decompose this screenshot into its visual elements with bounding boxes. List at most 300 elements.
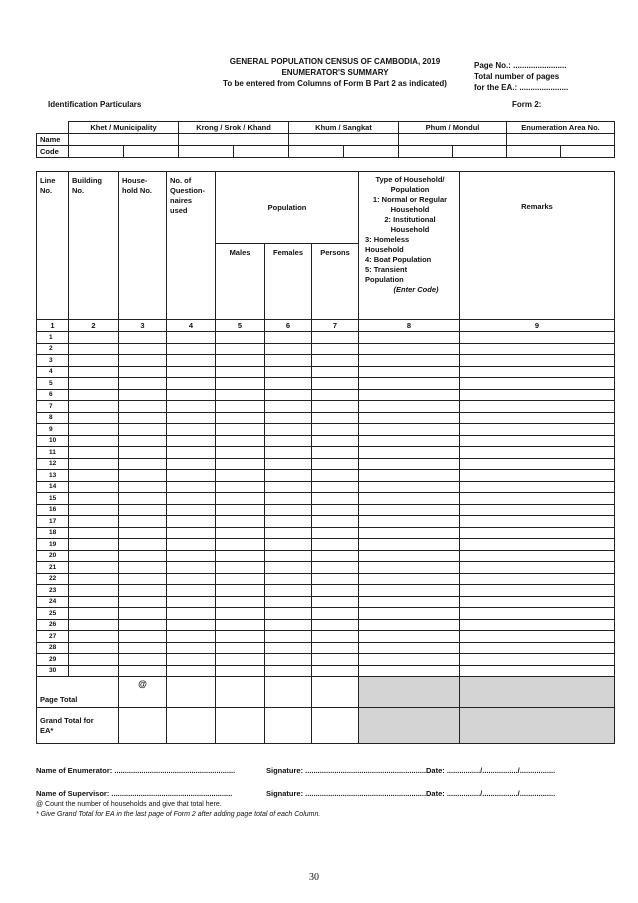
- building-cell[interactable]: [69, 458, 119, 470]
- table-row: [37, 401, 615, 413]
- remarks-cell[interactable]: [460, 654, 615, 666]
- persons-cell[interactable]: [312, 654, 359, 666]
- household-cell[interactable]: [119, 504, 167, 516]
- household-type-cell[interactable]: [359, 654, 460, 666]
- persons-cell[interactable]: [312, 493, 359, 505]
- females-cell[interactable]: [265, 654, 312, 666]
- building-cell[interactable]: [69, 596, 119, 608]
- persons-cell[interactable]: [312, 619, 359, 631]
- household-type-cell[interactable]: [359, 401, 460, 413]
- phum-code-cell-2[interactable]: [453, 146, 507, 158]
- grand-total-males[interactable]: [216, 708, 265, 744]
- questionnaires-cell[interactable]: [167, 435, 216, 447]
- questionnaires-cell[interactable]: [167, 654, 216, 666]
- building-cell[interactable]: [69, 504, 119, 516]
- household-cell[interactable]: [119, 366, 167, 378]
- household-cell[interactable]: [119, 573, 167, 585]
- household-cell[interactable]: [119, 458, 167, 470]
- remarks-cell[interactable]: [460, 504, 615, 516]
- enumerator-name-field[interactable]: Name of Enumerator: ..........................................................: [36, 766, 236, 775]
- household-cell[interactable]: [119, 355, 167, 367]
- males-cell[interactable]: [216, 412, 265, 424]
- household-cell[interactable]: [119, 493, 167, 505]
- household-cell[interactable]: [119, 332, 167, 344]
- questionnaires-cell[interactable]: [167, 493, 216, 505]
- questionnaires-cell[interactable]: [167, 458, 216, 470]
- household-cell[interactable]: [119, 424, 167, 436]
- household-cell[interactable]: [119, 539, 167, 551]
- males-cell[interactable]: [216, 516, 265, 528]
- building-cell[interactable]: [69, 665, 119, 677]
- questionnaires-cell[interactable]: [167, 332, 216, 344]
- building-cell[interactable]: [69, 493, 119, 505]
- household-cell[interactable]: [119, 470, 167, 482]
- household-type-cell[interactable]: [359, 516, 460, 528]
- household-type-cell[interactable]: [359, 332, 460, 344]
- building-cell[interactable]: [69, 366, 119, 378]
- remarks-cell[interactable]: [460, 562, 615, 574]
- table-row: [37, 412, 615, 424]
- persons-cell[interactable]: [312, 481, 359, 493]
- persons-cell[interactable]: [312, 516, 359, 528]
- khum-code-cell-2[interactable]: [344, 146, 399, 158]
- females-cell[interactable]: [265, 527, 312, 539]
- building-cell[interactable]: [69, 527, 119, 539]
- remarks-cell[interactable]: [460, 366, 615, 378]
- remarks-cell[interactable]: [460, 378, 615, 390]
- females-cell[interactable]: [265, 389, 312, 401]
- enumerator-signature-field[interactable]: Signature: ..........................................................: [266, 766, 427, 775]
- household-cell[interactable]: [119, 401, 167, 413]
- krong-code-cell-2[interactable]: [234, 146, 289, 158]
- remarks-cell[interactable]: [460, 619, 615, 631]
- building-cell[interactable]: [69, 447, 119, 459]
- building-cell[interactable]: [69, 631, 119, 643]
- females-cell[interactable]: [265, 447, 312, 459]
- household-cell[interactable]: [119, 389, 167, 401]
- questionnaires-cell[interactable]: [167, 343, 216, 355]
- remarks-cell[interactable]: [460, 539, 615, 551]
- persons-cell[interactable]: [312, 355, 359, 367]
- household-type-cell[interactable]: [359, 424, 460, 436]
- household-cell[interactable]: [119, 412, 167, 424]
- males-cell[interactable]: [216, 332, 265, 344]
- males-cell[interactable]: [216, 447, 265, 459]
- males-cell[interactable]: [216, 631, 265, 643]
- females-cell[interactable]: [265, 401, 312, 413]
- building-cell[interactable]: [69, 654, 119, 666]
- household-type-cell[interactable]: [359, 573, 460, 585]
- males-cell[interactable]: [216, 562, 265, 574]
- females-cell[interactable]: [265, 493, 312, 505]
- household-type-cell[interactable]: [359, 378, 460, 390]
- remarks-cell[interactable]: [460, 527, 615, 539]
- line-number: 18: [37, 527, 69, 539]
- females-cell[interactable]: [265, 619, 312, 631]
- remarks-cell[interactable]: [460, 355, 615, 367]
- questionnaires-cell[interactable]: [167, 585, 216, 597]
- females-cell[interactable]: [265, 424, 312, 436]
- persons-cell[interactable]: [312, 412, 359, 424]
- building-cell[interactable]: [69, 378, 119, 390]
- ea-code-cell-2[interactable]: [561, 146, 615, 158]
- household-type-cell[interactable]: [359, 493, 460, 505]
- remarks-cell[interactable]: [460, 573, 615, 585]
- females-cell[interactable]: [265, 378, 312, 390]
- remarks-cell[interactable]: [460, 665, 615, 677]
- remarks-cell[interactable]: [460, 412, 615, 424]
- persons-cell[interactable]: [312, 447, 359, 459]
- questionnaires-cell[interactable]: [167, 481, 216, 493]
- persons-cell[interactable]: [312, 550, 359, 562]
- household-cell[interactable]: [119, 562, 167, 574]
- persons-cell[interactable]: [312, 562, 359, 574]
- females-cell[interactable]: [265, 585, 312, 597]
- females-cell[interactable]: [265, 596, 312, 608]
- questionnaires-cell[interactable]: [167, 412, 216, 424]
- questionnaires-cell[interactable]: [167, 389, 216, 401]
- enumerator-date-field[interactable]: Date: ................/................./.................: [426, 766, 556, 775]
- household-type-cell[interactable]: [359, 389, 460, 401]
- household-cell[interactable]: [119, 631, 167, 643]
- table-row: [37, 654, 615, 666]
- household-type-cell[interactable]: [359, 527, 460, 539]
- building-cell[interactable]: [69, 412, 119, 424]
- males-cell[interactable]: [216, 596, 265, 608]
- building-cell[interactable]: [69, 435, 119, 447]
- males-cell[interactable]: [216, 585, 265, 597]
- at-symbol: @: [138, 679, 147, 689]
- household-type-cell[interactable]: [359, 435, 460, 447]
- females-cell[interactable]: [265, 516, 312, 528]
- grand-total-questionnaires[interactable]: [167, 708, 216, 744]
- remarks-cell[interactable]: [460, 481, 615, 493]
- building-cell[interactable]: [69, 401, 119, 413]
- questionnaires-cell[interactable]: [167, 401, 216, 413]
- females-cell[interactable]: [265, 539, 312, 551]
- remarks-cell[interactable]: [460, 470, 615, 482]
- household-cell[interactable]: [119, 343, 167, 355]
- household-type-cell[interactable]: [359, 539, 460, 551]
- females-cell[interactable]: [265, 355, 312, 367]
- household-cell[interactable]: [119, 527, 167, 539]
- remarks-cell[interactable]: [460, 516, 615, 528]
- table-row: [37, 435, 615, 447]
- supervisor-signature-field[interactable]: Signature: ..........................................................: [266, 789, 427, 798]
- males-cell[interactable]: [216, 355, 265, 367]
- column-number-9: 9: [460, 320, 615, 332]
- remarks-cell[interactable]: [460, 447, 615, 459]
- page-total-females[interactable]: [265, 677, 312, 708]
- males-cell[interactable]: [216, 504, 265, 516]
- page-total-males[interactable]: [216, 677, 265, 708]
- household-cell[interactable]: [119, 378, 167, 390]
- household-type-cell[interactable]: [359, 631, 460, 643]
- line-number: 8: [37, 412, 69, 424]
- household-cell[interactable]: [119, 481, 167, 493]
- males-cell[interactable]: [216, 481, 265, 493]
- household-cell[interactable]: [119, 642, 167, 654]
- table-row: [37, 343, 615, 355]
- remarks-cell[interactable]: [460, 401, 615, 413]
- line-number: 26: [37, 619, 69, 631]
- persons-cell[interactable]: [312, 539, 359, 551]
- table-row: [37, 608, 615, 620]
- header-questionnaires: No. of Question- naires used: [167, 172, 216, 320]
- household-type-cell[interactable]: [359, 355, 460, 367]
- building-cell[interactable]: [69, 619, 119, 631]
- khum-code-cell-1[interactable]: [289, 146, 344, 158]
- page-total-persons[interactable]: [312, 677, 359, 708]
- questionnaires-cell[interactable]: [167, 504, 216, 516]
- remarks-cell[interactable]: [460, 332, 615, 344]
- persons-cell[interactable]: [312, 401, 359, 413]
- males-cell[interactable]: [216, 573, 265, 585]
- persons-cell[interactable]: [312, 596, 359, 608]
- questionnaires-cell[interactable]: [167, 573, 216, 585]
- page-total-questionnaires[interactable]: [167, 677, 216, 708]
- persons-cell[interactable]: [312, 458, 359, 470]
- line-number: 10: [37, 435, 69, 447]
- supervisor-name-field[interactable]: Name of Supervisor: ..........................................................: [36, 789, 233, 798]
- females-cell[interactable]: [265, 332, 312, 344]
- females-cell[interactable]: [265, 343, 312, 355]
- table-row: [37, 562, 615, 574]
- table-row: [37, 619, 615, 631]
- persons-cell[interactable]: [312, 504, 359, 516]
- males-cell[interactable]: [216, 435, 265, 447]
- building-cell[interactable]: [69, 332, 119, 344]
- persons-cell[interactable]: [312, 573, 359, 585]
- household-type-cell[interactable]: [359, 562, 460, 574]
- questionnaires-cell[interactable]: [167, 631, 216, 643]
- building-cell[interactable]: [69, 562, 119, 574]
- remarks-cell[interactable]: [460, 458, 615, 470]
- females-cell[interactable]: [265, 458, 312, 470]
- building-cell[interactable]: [69, 539, 119, 551]
- remarks-cell[interactable]: [460, 550, 615, 562]
- persons-cell[interactable]: [312, 332, 359, 344]
- females-cell[interactable]: [265, 631, 312, 643]
- grand-total-households[interactable]: [119, 708, 167, 744]
- questionnaires-cell[interactable]: [167, 596, 216, 608]
- females-cell[interactable]: [265, 470, 312, 482]
- household-type-cell[interactable]: [359, 447, 460, 459]
- males-cell[interactable]: [216, 608, 265, 620]
- remarks-cell[interactable]: [460, 631, 615, 643]
- khet-name-cell[interactable]: [69, 134, 179, 146]
- household-count-cell[interactable]: [119, 677, 167, 708]
- persons-cell[interactable]: [312, 608, 359, 620]
- females-cell[interactable]: [265, 573, 312, 585]
- questionnaires-cell[interactable]: [167, 424, 216, 436]
- males-cell[interactable]: [216, 401, 265, 413]
- persons-cell[interactable]: [312, 366, 359, 378]
- males-cell[interactable]: [216, 665, 265, 677]
- building-cell[interactable]: [69, 585, 119, 597]
- females-cell[interactable]: [265, 366, 312, 378]
- krong-code-cell-1[interactable]: [179, 146, 234, 158]
- household-cell[interactable]: [119, 665, 167, 677]
- id-header-krong: Krong / Srok / Khand: [179, 122, 289, 134]
- line-number: 24: [37, 596, 69, 608]
- questionnaires-cell[interactable]: [167, 550, 216, 562]
- persons-cell[interactable]: [312, 343, 359, 355]
- household-cell[interactable]: [119, 435, 167, 447]
- males-cell[interactable]: [216, 493, 265, 505]
- remarks-cell[interactable]: [460, 493, 615, 505]
- males-cell[interactable]: [216, 343, 265, 355]
- remarks-cell[interactable]: [460, 608, 615, 620]
- persons-cell[interactable]: [312, 642, 359, 654]
- remarks-cell[interactable]: [460, 585, 615, 597]
- females-cell[interactable]: [265, 642, 312, 654]
- ea-code-cell-1[interactable]: [507, 146, 561, 158]
- krong-name-cell[interactable]: [179, 134, 289, 146]
- household-type-cell[interactable]: [359, 665, 460, 677]
- household-cell[interactable]: [119, 619, 167, 631]
- household-type-cell[interactable]: [359, 470, 460, 482]
- household-cell[interactable]: [119, 585, 167, 597]
- household-type-cell[interactable]: [359, 608, 460, 620]
- household-type-cell[interactable]: [359, 412, 460, 424]
- khet-code-cell-2[interactable]: [124, 146, 179, 158]
- line-number: 15: [37, 493, 69, 505]
- persons-cell[interactable]: [312, 470, 359, 482]
- household-cell[interactable]: [119, 447, 167, 459]
- building-cell[interactable]: [69, 481, 119, 493]
- supervisor-date-field[interactable]: Date: ................/................./.................: [426, 789, 556, 798]
- males-cell[interactable]: [216, 389, 265, 401]
- females-cell[interactable]: [265, 412, 312, 424]
- household-type-cell[interactable]: [359, 550, 460, 562]
- household-cell[interactable]: [119, 608, 167, 620]
- males-cell[interactable]: [216, 458, 265, 470]
- total-pages-field[interactable]: for the EA.: ......................: [474, 83, 569, 92]
- remarks-cell[interactable]: [460, 596, 615, 608]
- remarks-cell[interactable]: [460, 642, 615, 654]
- persons-cell[interactable]: [312, 435, 359, 447]
- persons-cell[interactable]: [312, 378, 359, 390]
- females-cell[interactable]: [265, 608, 312, 620]
- males-cell[interactable]: [216, 550, 265, 562]
- persons-cell[interactable]: [312, 424, 359, 436]
- males-cell[interactable]: [216, 539, 265, 551]
- household-type-cell[interactable]: [359, 585, 460, 597]
- questionnaires-cell[interactable]: [167, 527, 216, 539]
- building-cell[interactable]: [69, 573, 119, 585]
- household-type-cell[interactable]: [359, 366, 460, 378]
- table-row: [37, 332, 615, 344]
- remarks-cell[interactable]: [460, 389, 615, 401]
- remarks-cell[interactable]: [460, 424, 615, 436]
- grand-total-persons[interactable]: [312, 708, 359, 744]
- khet-code-cell-1[interactable]: [69, 146, 124, 158]
- questionnaires-cell[interactable]: [167, 366, 216, 378]
- males-cell[interactable]: [216, 470, 265, 482]
- females-cell[interactable]: [265, 504, 312, 516]
- remarks-cell[interactable]: [460, 435, 615, 447]
- ea-name-cell[interactable]: [507, 134, 615, 146]
- household-cell[interactable]: [119, 516, 167, 528]
- questionnaires-cell[interactable]: [167, 562, 216, 574]
- questionnaires-cell[interactable]: [167, 619, 216, 631]
- males-cell[interactable]: [216, 619, 265, 631]
- building-cell[interactable]: [69, 470, 119, 482]
- males-cell[interactable]: [216, 527, 265, 539]
- building-cell[interactable]: [69, 642, 119, 654]
- identification-table: [36, 121, 615, 158]
- household-type-cell[interactable]: [359, 504, 460, 516]
- building-cell[interactable]: [69, 355, 119, 367]
- questionnaires-cell[interactable]: [167, 470, 216, 482]
- questionnaires-cell[interactable]: [167, 355, 216, 367]
- questionnaires-cell[interactable]: [167, 516, 216, 528]
- household-type-cell[interactable]: [359, 481, 460, 493]
- questionnaires-cell[interactable]: [167, 447, 216, 459]
- building-cell[interactable]: [69, 424, 119, 436]
- questionnaires-cell[interactable]: [167, 642, 216, 654]
- persons-cell[interactable]: [312, 585, 359, 597]
- persons-cell[interactable]: [312, 665, 359, 677]
- females-cell[interactable]: [265, 665, 312, 677]
- males-cell[interactable]: [216, 642, 265, 654]
- page-number: 30: [309, 872, 319, 883]
- household-type-cell[interactable]: [359, 343, 460, 355]
- summary-table: [36, 171, 615, 744]
- questionnaires-cell[interactable]: [167, 539, 216, 551]
- males-cell[interactable]: [216, 378, 265, 390]
- building-cell[interactable]: [69, 343, 119, 355]
- page-no-field[interactable]: Page No.: ........................: [474, 61, 567, 70]
- household-cell[interactable]: [119, 654, 167, 666]
- household-type-cell[interactable]: [359, 596, 460, 608]
- table-row: [37, 458, 615, 470]
- remarks-cell[interactable]: [460, 343, 615, 355]
- questionnaires-cell[interactable]: [167, 608, 216, 620]
- persons-cell[interactable]: [312, 631, 359, 643]
- building-cell[interactable]: [69, 550, 119, 562]
- line-number: 3: [37, 355, 69, 367]
- males-cell[interactable]: [216, 366, 265, 378]
- building-cell[interactable]: [69, 608, 119, 620]
- building-cell[interactable]: [69, 516, 119, 528]
- household-type-cell[interactable]: [359, 458, 460, 470]
- line-number: 12: [37, 458, 69, 470]
- females-cell[interactable]: [265, 562, 312, 574]
- males-cell[interactable]: [216, 654, 265, 666]
- phum-name-cell[interactable]: [399, 134, 507, 146]
- grand-total-remarks-shaded: [460, 708, 615, 744]
- females-cell[interactable]: [265, 435, 312, 447]
- building-cell[interactable]: [69, 389, 119, 401]
- females-cell[interactable]: [265, 550, 312, 562]
- khum-name-cell[interactable]: [289, 134, 399, 146]
- grand-total-females[interactable]: [265, 708, 312, 744]
- questionnaires-cell[interactable]: [167, 378, 216, 390]
- page-total-row: [37, 677, 615, 708]
- household-cell[interactable]: [119, 596, 167, 608]
- persons-cell[interactable]: [312, 389, 359, 401]
- phum-code-cell-1[interactable]: [399, 146, 453, 158]
- questionnaires-cell[interactable]: [167, 665, 216, 677]
- females-cell[interactable]: [265, 481, 312, 493]
- persons-cell[interactable]: [312, 527, 359, 539]
- household-type-cell[interactable]: [359, 642, 460, 654]
- males-cell[interactable]: [216, 424, 265, 436]
- household-type-cell[interactable]: [359, 619, 460, 631]
- household-cell[interactable]: [119, 550, 167, 562]
